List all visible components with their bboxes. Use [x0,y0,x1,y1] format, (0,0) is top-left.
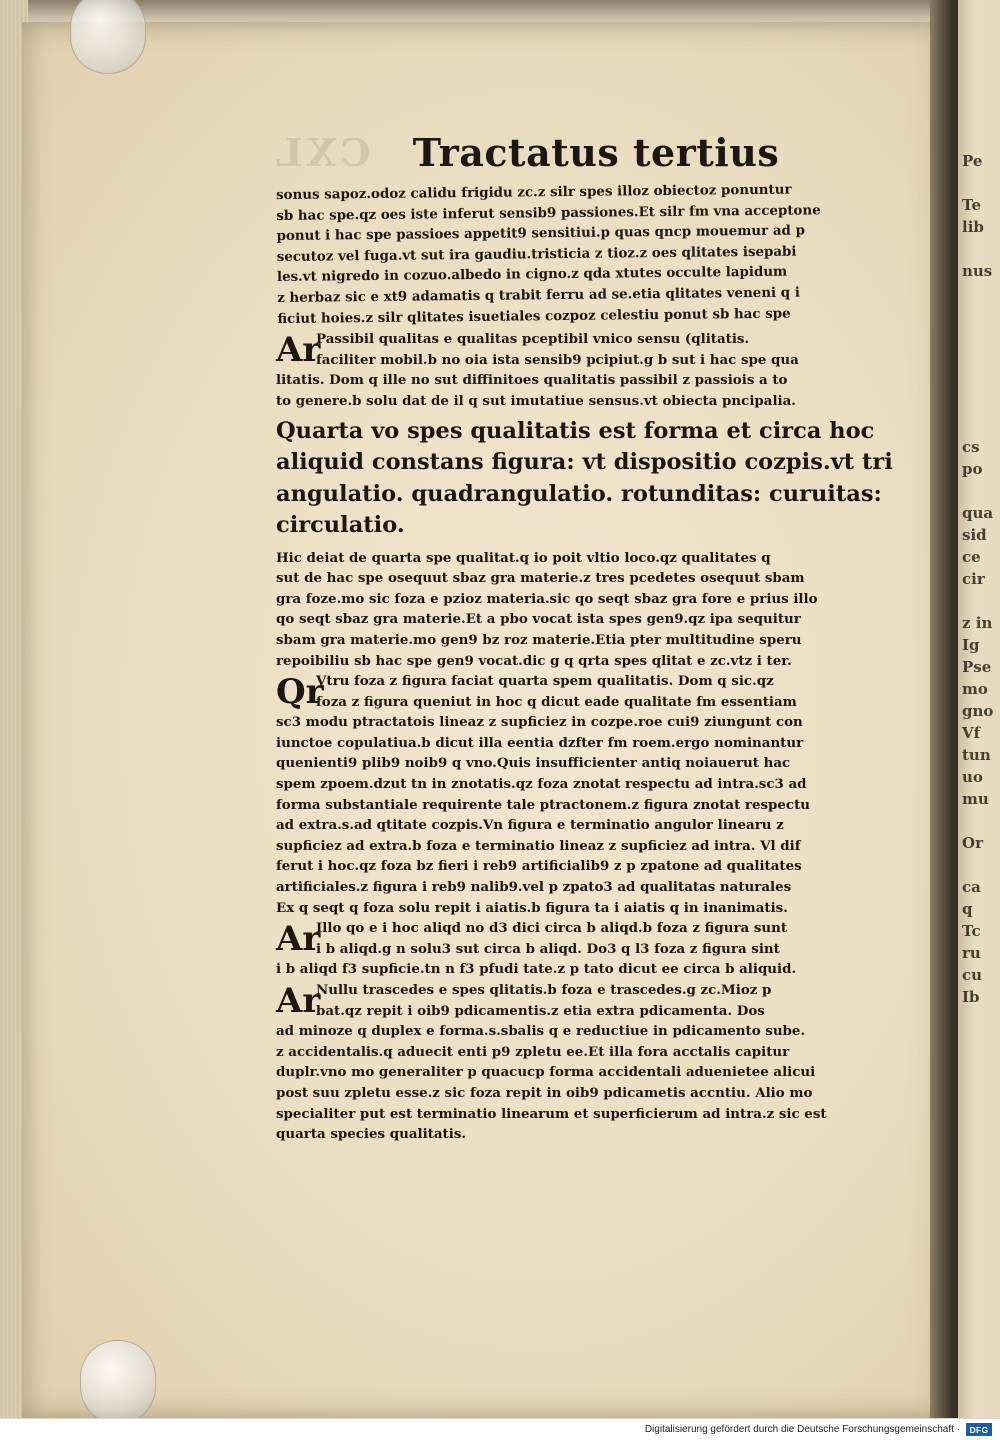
glass-clip-top [70,0,146,74]
text-line: Passibil qualitas e qualitas pceptibil vnico sensu (qlitatis. [316,331,750,348]
initial-letter: Ar [276,330,321,371]
text-line: post suu zpletu esse.z sic foza repit in oib9 pdicametis accntiu. Alio mo [276,1084,813,1101]
facing-line: gno [962,702,994,720]
facing-line: Te [962,196,981,214]
question-block [276,671,906,712]
paragraph-1 [276,178,907,329]
text-line: i b aliqd.g n solu3 sut circa b aliqd. Do3 q l3 foza z figura sint [316,940,780,957]
argument-1-continued [276,370,906,411]
facing-line: sid [962,526,987,544]
facing-line: Tc [962,922,981,940]
paragraph-3 [276,1021,906,1145]
facing-line: mu [962,790,989,808]
facing-line [962,480,1000,502]
text-line: forma substantiale requirente tale ptractonem.z figura znotat respectu [276,796,810,813]
text-line: Quarta vo spes qualitatis est forma et circa hoc [276,417,875,444]
text-line: sb hac spe.qz oes iste inferut sensib9 passiones.Et silr fm vna acceptone [276,201,821,224]
facing-line [962,392,1000,414]
facing-line [962,326,1000,348]
facing-line: cs [962,438,980,456]
text-line: ad extra.s.ad qtitate cozpis.Vn figura e terminatio angulor linearu z [276,817,784,834]
text-line: repoibiliu sb hac spe gen9 vocat.dic g q qrta spes qlitat e zc.vtz i ter. [276,652,792,669]
facing-line [962,414,1000,436]
facing-line: Or [962,834,983,852]
facing-line: tun [962,746,991,764]
text-line: i b aliqd f3 supficie.tn n f3 pfudi tate.z p tato dicut ee circa b aliquid. [276,961,797,978]
facing-line [962,370,1000,392]
text-line: gra foze.mo sic foza e pzioz materia.sic qo seqt sbaz gra fore e prius illo [276,590,818,607]
facing-line [962,348,1000,370]
facing-line: uo [962,768,983,786]
glass-clip-bottom [80,1340,156,1418]
text-line: ferut i hoc.qz foza bz fieri i reb9 artificialib9 z p zpatone ad qualitates [276,858,802,875]
text-line: quarta species qualitatis. [276,1126,467,1143]
bleed-through-text: CXL [272,130,371,175]
text-line: bat.qz repit i oib9 pdicamentis.z etia extra pdicamenta. Dos [316,1002,765,1019]
facing-page-text [962,150,1000,1008]
text-line: z accidentalis.q aduecit enti p9 zpletu ee.Et illa fora acctalis capitur [276,1043,790,1060]
text-line: to genere.b solu dat de il q sut imutatiue sensus.vt obiecta pncipalia. [276,392,796,409]
facing-line [962,282,1000,304]
text-line: Hic deiat de quarta spe qualitat.q io poit vltio loco.qz qualitates q [276,549,771,566]
text-line: Vtru foza z figura faciat quarta spem qualitatis. Dom q sic.qz [316,673,774,690]
initial-letter: Qr [276,672,324,713]
text-block [276,125,906,1145]
text-line: sc3 modu ptractatois lineaz z supficiez in cozpe.roe cui9 ziungunt con [276,714,803,731]
text-line: angulatio. quadrangulatio. rotunditas: curuitas: [276,480,882,507]
text-line: aliquid constans figura: vt dispositio cozpis.vt tri [276,449,893,476]
initial-letter: Ar [276,981,321,1021]
text-line: sut de hac spe osequut sbaz gra materie.z tres pcedetes osequut sbam [276,570,805,587]
text-line: z herbaz sic e xt9 adamatis q trabit ferru ad se.etia qlitates veneni q i [277,284,800,306]
text-line: specialiter put est terminatio linearum et superficierum ad intra.z sic est [276,1105,827,1122]
text-line: duplr.vno mo generaliter p quacucp forma accidentali aduenietee alicui [276,1064,816,1081]
text-line: foza z figura queniut in hoc q dicut eade qualitate fm essentiam [316,693,797,710]
text-line: supficiez ad extra.b foza e terminatio lineaz z supficiez ad intra. Vl dif [276,837,801,854]
text-line: litatis. Dom q ille no sut diffinitoes qualitatis passibil z passiois a to [276,372,788,389]
facing-line [962,304,1000,326]
text-line: les.vt nigredo in cozuo.albedo in cigno.z qda xtutes occulte lapidum [276,264,788,286]
facing-line [962,854,1000,876]
page-heading: Tractatus tertius [412,130,780,175]
facing-line: ca [962,878,981,896]
footer-bar [0,1418,1000,1440]
facing-line: q [962,900,973,918]
quarta-species-heading [276,416,906,542]
facing-line: ce [962,548,981,566]
dfg-logo: DFG [966,1423,992,1436]
text-line: iunctoe copulatiua.b dicut illa eentia dzfter fm roem.ergo nominantur [276,734,804,751]
facing-line: Pe [962,152,983,170]
text-line: circulatio. [276,512,405,539]
facing-line: Ig [962,636,980,654]
text-line: qo seqt sbaz gra materie.Et a pbo vocat ista spes gen9.qz ipa sequitur [276,611,801,628]
paragraph-2 [276,548,906,672]
facing-line: cir [962,570,985,588]
argument-2 [276,918,906,959]
facing-line: qua [962,504,994,522]
facing-line [962,810,1000,832]
text-line: spem zpoem.dzut tn in znotatis.qz foza znotat respectu ad intra.sc3 ad [276,776,807,793]
text-line: Nullu trascedes e spes qlitatis.b foza e trascedes.g zc.Mioz p [316,982,772,998]
initial-letter: Ar [276,919,321,960]
facing-line: ru [962,944,981,962]
text-line: secutoz vel fuga.vt sut ira gaudiu.tristicia z tioz.z oes qlitates isepabi [276,243,797,265]
facing-line: Pse [962,658,992,676]
text-line: artificiales.z figura i reb9 nalib9.vel p zpato3 ad qualitatas naturales [276,879,792,896]
text-line: ficiut hoies.z silr qlitates isuetiales cozpoz celestiu ponut sb hac spe [277,305,791,327]
facing-line [962,238,1000,260]
text-line: faciliter mobil.b no oia ista sensib9 pcipiut.g b sut i hac spe qua [316,351,799,368]
facing-line [962,590,1000,612]
funding-credit: Digitalisierung gefördert durch die Deutsche Forschungsgemeinschaft · [644,1424,960,1435]
facing-line: cu [962,966,983,984]
argument-1 [276,329,906,370]
facing-line: po [962,460,983,478]
facing-page [958,0,1000,1418]
facing-line: Ib [962,988,980,1006]
text-line: ponut i hac spe passioes appetit9 sensitiui.p quas qncp mouemur ad p [276,222,805,245]
text-line: sbam gra materie.mo gen9 bz roz materie.Etia pter multitudine speru [276,631,802,648]
facing-line: z in [962,614,993,632]
text-line: ad minoze q duplex e forma.s.sbalis q e reductiue in pdicamento sube. [276,1023,806,1040]
question-block-continued [276,712,906,918]
argument-3 [276,980,906,1021]
facing-line [962,172,1000,194]
text-line: Illo qo e i hoc aliqd no d3 dici circa b aliqd.b foza z figura sunt [316,920,788,937]
facing-line: Vf [962,724,981,742]
text-line: sonus sapoz.odoz calidu frigidu zc.z silr spes illoz obiectoz ponuntur [276,181,792,203]
text-line: Ex q seqt q foza solu repit i aiatis.b figura ta i aiatis q in inanimatis. [276,899,788,916]
facing-line: mo [962,680,988,698]
argument-2-continued [276,959,906,980]
facing-line: lib [962,218,984,236]
text-line: quenienti9 plib9 noib9 q vno.Quis insufficienter antiq noiauerut hac [276,755,791,772]
facing-line: nus [962,262,993,280]
